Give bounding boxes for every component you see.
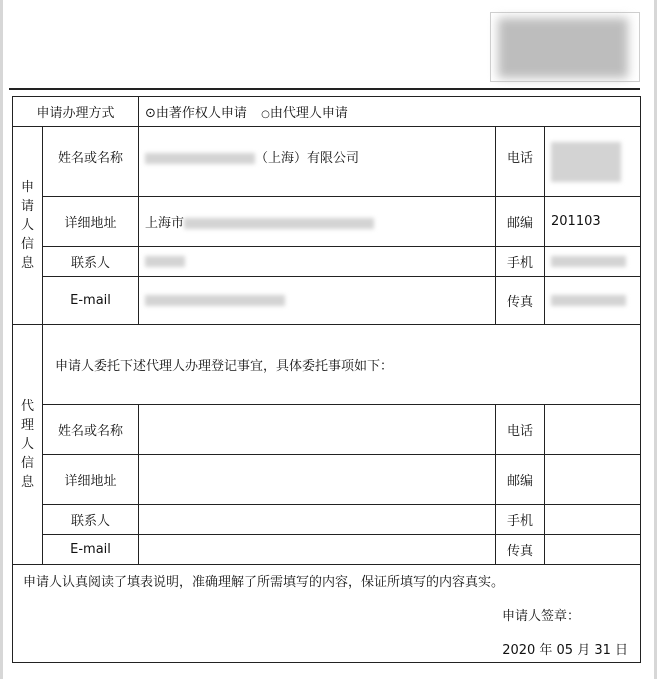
- applicant-contact-value: [139, 247, 496, 277]
- applicant-address-label: 详细地址: [43, 197, 139, 247]
- declaration-date: 2020 年 05 月 31 日: [502, 643, 629, 658]
- applicant-fax-value: [545, 277, 641, 325]
- agent-postcode-label: 邮编: [496, 455, 545, 505]
- method-option-agent[interactable]: ○由代理人申请: [261, 106, 348, 121]
- application-form: [12, 96, 641, 663]
- agent-name-value[interactable]: [139, 405, 496, 455]
- signature-label: 申请人签章：: [502, 609, 581, 624]
- redacted-contact: [145, 256, 185, 267]
- agent-address-label: 详细地址: [43, 455, 139, 505]
- redacted-name: [145, 153, 255, 164]
- applicant-name-value: （上海）有限公司: [139, 127, 496, 197]
- redacted-address: [184, 218, 374, 229]
- agent-phone-value[interactable]: [545, 405, 641, 455]
- applicant-phone-label: 电话: [496, 127, 545, 197]
- applicant-name-label: 姓名或名称: [43, 127, 139, 197]
- redacted-email: [145, 295, 285, 306]
- declaration-text: 申请人认真阅读了填表说明，准确理解了所需填写的内容，保证所填写的内容真实。: [23, 575, 505, 590]
- agent-section-label: 代 理 人 信 息: [13, 325, 43, 565]
- agent-name-label: 姓名或名称: [43, 405, 139, 455]
- declaration-block: [13, 565, 641, 663]
- agent-fax-value[interactable]: [545, 535, 641, 565]
- agent-fax-label: 传真: [496, 535, 545, 565]
- redacted-stamp: [490, 12, 640, 82]
- applicant-email-label: E-mail: [43, 277, 139, 325]
- redacted-phone: [551, 142, 621, 182]
- window-left-border: [0, 0, 3, 679]
- agent-contact-value[interactable]: [139, 505, 496, 535]
- applicant-mobile-value: [545, 247, 641, 277]
- applicant-mobile-label: 手机: [496, 247, 545, 277]
- agent-email-label: E-mail: [43, 535, 139, 565]
- agent-mobile-label: 手机: [496, 505, 545, 535]
- applicant-postcode-label: 邮编: [496, 197, 545, 247]
- agent-email-value[interactable]: [139, 535, 496, 565]
- applicant-section-label: 申 请 人 信 息: [13, 127, 43, 325]
- applicant-address-value: 上海市: [139, 197, 496, 247]
- method-option-owner[interactable]: ⊙由著作权人申请: [145, 106, 247, 121]
- applicant-email-value: [139, 277, 496, 325]
- redacted-mobile: [551, 256, 626, 267]
- agent-postcode-value[interactable]: [545, 455, 641, 505]
- applicant-fax-label: 传真: [496, 277, 545, 325]
- agent-phone-label: 电话: [496, 405, 545, 455]
- applicant-postcode-value: 201103: [545, 197, 641, 247]
- applicant-phone-value: [545, 127, 641, 197]
- method-label: 申请办理方式: [13, 97, 139, 127]
- agent-mobile-value[interactable]: [545, 505, 641, 535]
- agent-contact-label: 联系人: [43, 505, 139, 535]
- redacted-fax: [551, 295, 626, 306]
- agent-address-value[interactable]: [139, 455, 496, 505]
- radio-selected-icon: ⊙: [145, 106, 156, 121]
- header-divider: [9, 88, 640, 90]
- agent-entrust-text: 申请人委托下述代理人办理登记事宜，具体委托事项如下：: [43, 325, 641, 405]
- method-options: [139, 97, 641, 127]
- applicant-contact-label: 联系人: [43, 247, 139, 277]
- radio-unselected-icon: ○: [261, 109, 270, 120]
